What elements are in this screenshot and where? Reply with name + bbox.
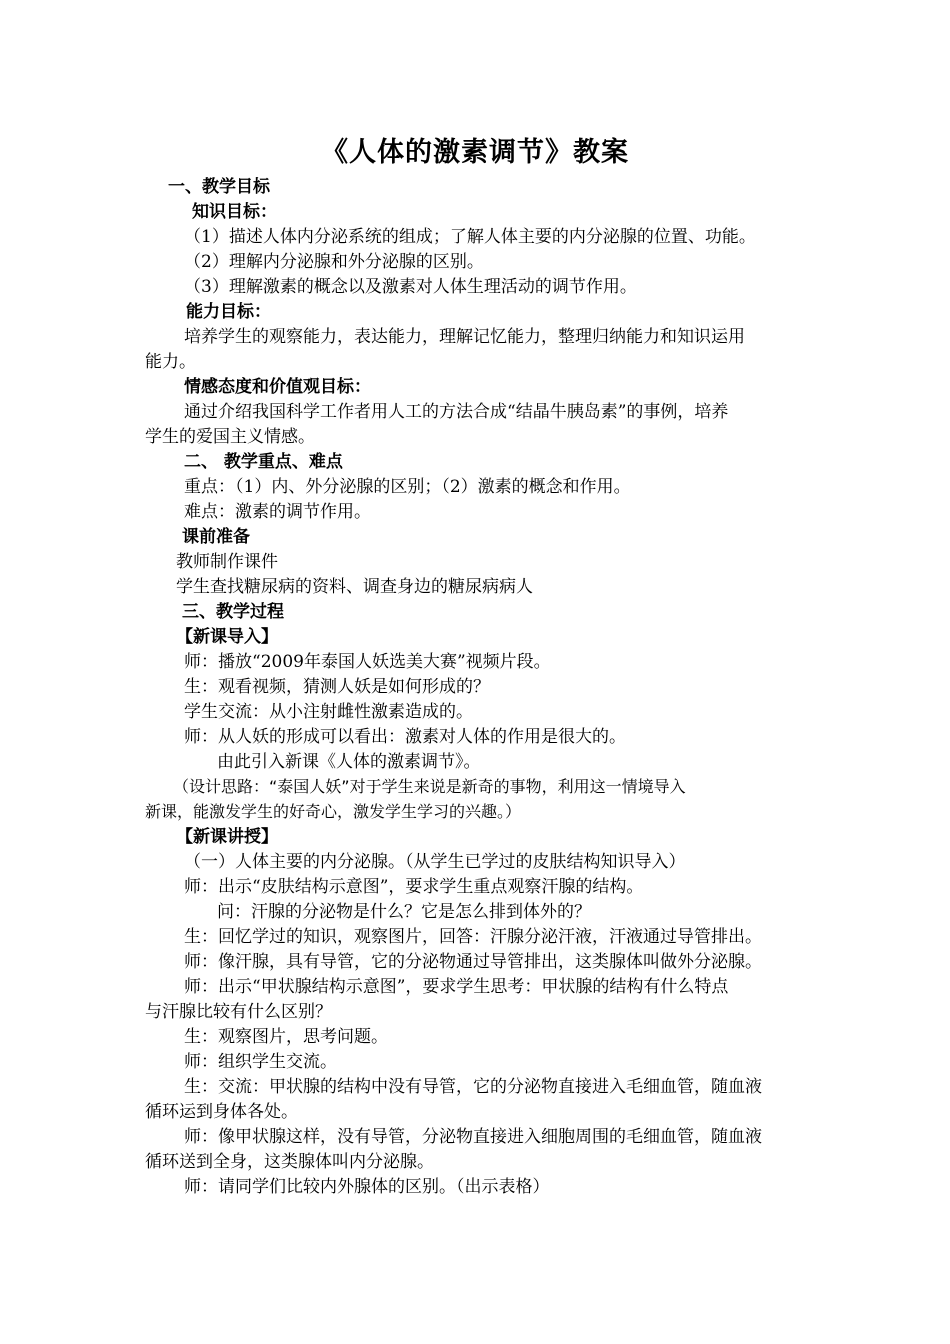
paragraph-line: 能力。 — [145, 352, 196, 372]
paragraph-line: 培养学生的观察能力，表达能力，理解记忆能力，整理归纳能力和知识运用 — [184, 327, 745, 347]
paragraph-line: 生：交流：甲状腺的结构中没有导管，它的分泌物直接进入毛细血管，随血液 — [184, 1077, 762, 1097]
paragraph-line: （2）理解内分泌腺和外分泌腺的区别。 — [184, 252, 484, 272]
paragraph-line: （1）描述人体内分泌系统的组成；了解人体主要的内分泌腺的位置、功能。 — [184, 227, 756, 247]
subheading: 能力目标： — [186, 302, 271, 322]
subheading: 情感态度和价值观目标： — [184, 377, 371, 397]
paragraph-line: 师：请同学们比较内外腺体的区别。（出示表格） — [184, 1177, 550, 1197]
section-heading: 二、 教学重点、难点 — [184, 452, 343, 472]
section-heading: 一、教学目标 — [168, 177, 270, 197]
paragraph-line: 生：回忆学过的知识，观察图片，回答：汗腺分泌汗液，汗液通过导管排出。 — [184, 927, 762, 947]
paragraph-line: 师：像汗腺，具有导管，它的分泌物通过导管排出，这类腺体叫做外分泌腺。 — [184, 952, 762, 972]
document-title: 《人体的激素调节》教案 — [321, 137, 629, 168]
paragraph-line: （3）理解激素的概念以及激素对人体生理活动的调节作用。 — [184, 277, 637, 297]
paragraph-line: （一）人体主要的内分泌腺。（从学生已学过的皮肤结构知识导入） — [184, 852, 686, 872]
paragraph-line: 师：组织学生交流。 — [184, 1052, 337, 1072]
paragraph-line: 学生的爱国主义情感。 — [145, 427, 315, 447]
subheading: 课前准备 — [182, 527, 250, 547]
paragraph-line: 师：出示“甲状腺结构示意图”，要求学生思考：甲状腺的结构有什么特点 — [184, 977, 729, 997]
design-note-line: 新课，能激发学生的好奇心，激发学生学习的兴趣。） — [145, 802, 522, 821]
subheading: 知识目标： — [192, 202, 277, 222]
paragraph-line: 循环送到全身，这类腺体叫内分泌腺。 — [145, 1152, 434, 1172]
paragraph-line: 师：出示“皮肤结构示意图”，要求学生重点观察汗腺的结构。 — [184, 877, 644, 897]
paragraph-line: 难点：激素的调节作用。 — [184, 502, 371, 522]
paragraph-line: 重点：（1）内、外分泌腺的区别；（2）激素的概念和作用。 — [184, 477, 631, 497]
design-note-line: （设计思路：“泰国人妖”对于学生来说是新奇的事物，利用这一情境导入 — [173, 777, 686, 796]
paragraph-line: 通过介绍我国科学工作者用人工的方法合成“结晶牛胰岛素”的事例，培养 — [184, 402, 729, 422]
paragraph-line: 由此引入新课《人体的激素调节》。 — [217, 752, 481, 772]
paragraph-line: 师：播放“2009年泰国人妖选美大赛”视频片段。 — [184, 652, 551, 672]
paragraph-line: 与汗腺比较有什么区别？ — [145, 1002, 332, 1022]
paragraph-line: 师：像甲状腺这样，没有导管，分泌物直接进入细胞周围的毛细血管，随血液 — [184, 1127, 762, 1147]
paragraph-line: 生：观察图片，思考问题。 — [184, 1027, 388, 1047]
subheading: 【新课讲授】 — [176, 827, 278, 847]
section-heading: 三、教学过程 — [182, 602, 284, 622]
paragraph-line: 学生交流：从小注射雌性激素造成的。 — [184, 702, 473, 722]
paragraph-line: 问：汗腺的分泌物是什么？它是怎么排到体外的？ — [217, 902, 591, 922]
paragraph-line: 生：观看视频，猜测人妖是如何形成的？ — [184, 677, 490, 697]
subheading: 【新课导入】 — [176, 627, 278, 647]
paragraph-line: 循环运到身体各处。 — [145, 1102, 298, 1122]
paragraph-line: 学生查找糖尿病的资料、调查身边的糖尿病病人 — [176, 577, 533, 597]
paragraph-line: 教师制作课件 — [176, 552, 278, 572]
paragraph-line: 师：从人妖的形成可以看出：激素对人体的作用是很大的。 — [184, 727, 626, 747]
